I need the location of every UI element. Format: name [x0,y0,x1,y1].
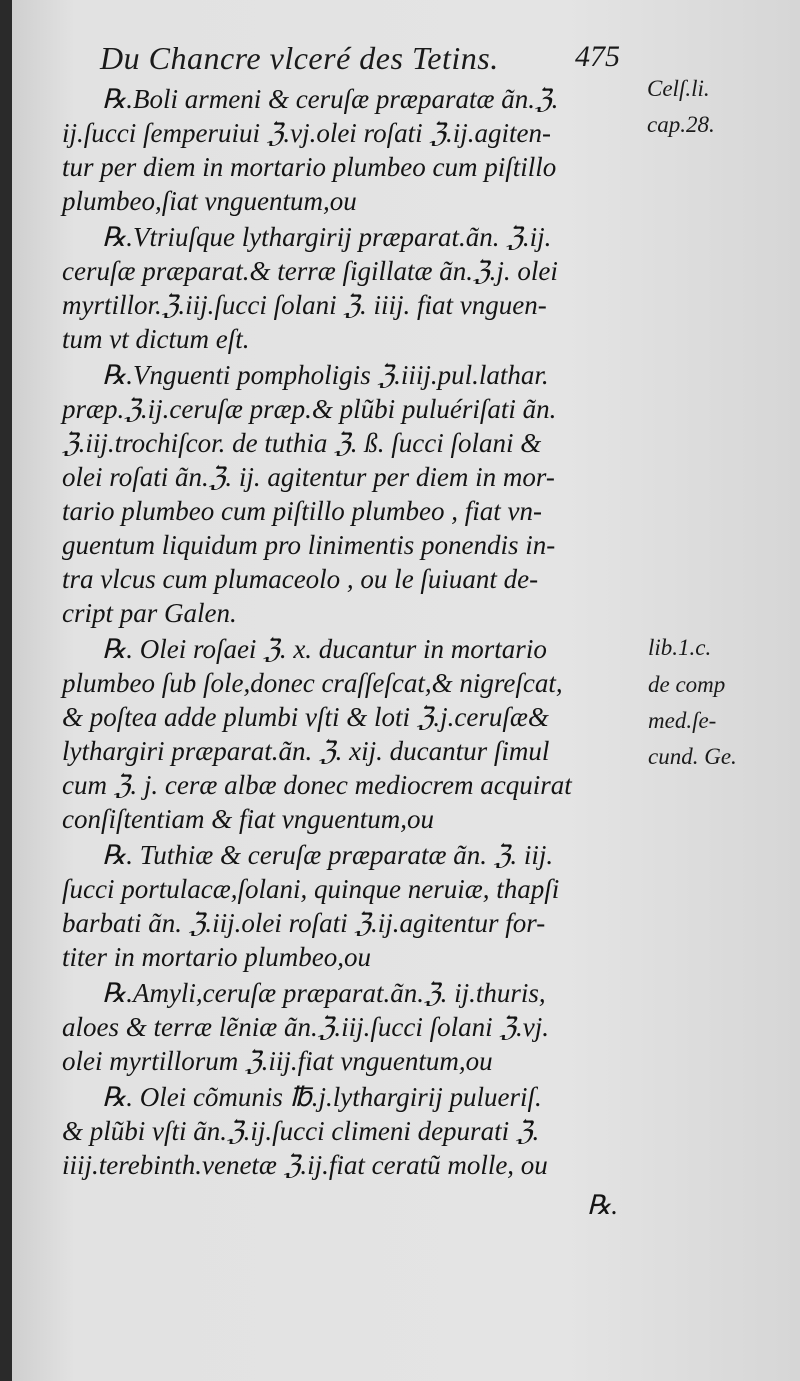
text-line: plumbeo,ſiat vnguentum,ou [62,186,357,216]
text-line: ℞. Olei roſaei ℨ. x. ducantur in mortario [102,634,547,664]
text-line: lythargiri præparat.ãn. ℨ. xij. ducantur ſimul [62,736,550,766]
text-line: ℞. Tuthiæ & ceruſæ præparatæ ãn. ℨ. iij. [102,840,554,870]
text-line: ij.ſucci ſemperuiui ℨ.vj.olei roſati ℨ.ij.agiten- [62,118,551,148]
text-line: ℞.Vtriuſque lythargirij præparat.ãn. ℨ.ij. [102,222,552,252]
text-line: conſiſtentiam & fiat vnguentum,ou [62,804,434,834]
text-line: ℞. [587,1190,618,1220]
text-line: ℞. Olei cõmunis ℔.j.lythargirij pulueriſ. [102,1082,542,1112]
margin-note-galen-2: de comp [648,672,726,697]
margin-note-celsus-1: Celſ.li. [647,76,710,101]
text-line: ſucci portulacæ,ſolani, quinque neruiæ, thapſi [62,874,560,904]
text-line: ℞.Vnguenti pompholigis ℨ.iiij.pul.lathar. [102,360,549,390]
text-line: titer in mortario plumbeo,ou [62,942,371,972]
text-line: tum vt dictum eſt. [62,324,250,354]
page-number: 475 [575,40,620,73]
margin-note-galen-3: med.ſe- [648,708,717,733]
text-line: cript par Galen. [62,598,237,628]
running-title: Du Chancre vlceré des Tetins. [100,40,499,76]
margin-note-galen-1: lib.1.c. [648,635,712,660]
text-line: plumbeo ſub ſole,donec craſſeſcat,& nigreſcat, [62,668,563,698]
text-line: tra vlcus cum plumaceolo , ou le ſuiuant de- [62,564,539,594]
text-line: aloes & terræ lẽniæ ãn.ℨ.iij.ſucci ſolani ℨ.vj. [62,1012,549,1042]
text-line: ℞.Boli armeni & ceruſæ præparatæ ãn.ℨ. [102,84,559,114]
page-gutter-shadow [0,0,12,1381]
text-line: ceruſæ præparat.& terræ ſigillatæ ãn.ℨ.j. olei [62,256,558,286]
text-line: & poſtea adde plumbi vſti & loti ℨ.j.ceruſæ& [62,702,549,732]
text-line: iiij.terebinth.venetæ ℨ.ij.fiat ceratũ molle, ou [62,1150,548,1180]
text-line: barbati ãn. ℨ.iij.olei roſati ℨ.ij.agitentur for- [62,908,546,938]
text-line: myrtillor.ℨ.iij.ſucci ſolani ℨ. iiij. fiat vnguen- [62,290,547,320]
text-line: olei roſati ãn.ℨ. ij. agitentur per diem in mor- [62,462,555,492]
text-line: guentum liquidum pro linimentis ponendis in- [62,530,556,560]
text-line: præp.ℨ.ij.ceruſæ præp.& plũbi puluériſati ãn. [62,394,557,424]
text-line: cum ℨ. j. ceræ albæ donec mediocrem acquirat [62,770,572,800]
text-line: ℞.Amyli,ceruſæ præparat.ãn.ℨ. ij.thuris, [102,978,546,1008]
margin-note-galen-4: cund. Ge. [648,744,737,769]
text-line: tario plumbeo cum piſtillo plumbeo , fiat vn- [62,496,542,526]
book-page [12,0,800,1381]
text-line: ℨ.iij.trochiſcor. de tuthia ℨ. ß. ſucci ſolani & [62,428,542,458]
margin-note-celsus-2: cap.28. [647,112,715,137]
text-line: olei myrtillorum ℨ.iij.fiat vnguentum,ou [62,1046,493,1076]
text-line: & plũbi vſti ãn.ℨ.ij.ſucci climeni depurati ℨ. [62,1116,540,1146]
text-line: tur per diem in mortario plumbeo cum piſtillo [62,152,557,182]
